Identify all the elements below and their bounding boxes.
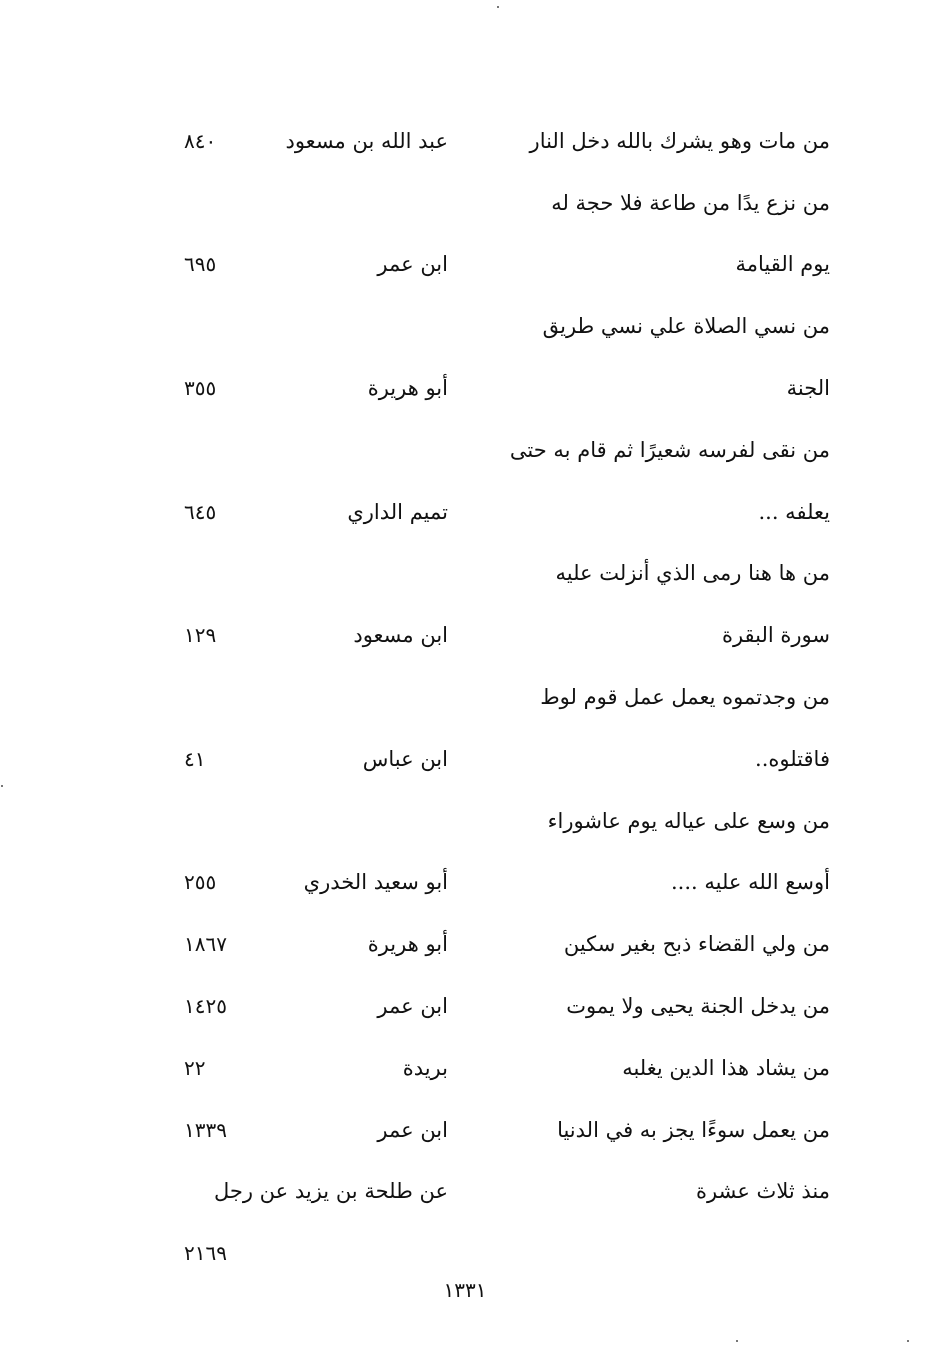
scan-speck	[1, 785, 3, 787]
index-row	[170, 172, 830, 234]
narrator: ابن مسعود	[353, 623, 448, 648]
hadith-text: من يدخل الجنة يحيى ولا يموت	[566, 994, 830, 1019]
hadith-number: ٢٥٥	[184, 870, 217, 895]
hadith-text: من نزع يدًا من طاعة فلا حجة له	[551, 190, 830, 215]
index-row	[170, 604, 830, 666]
hadith-text: منذ ثلاث عشرة	[696, 1179, 830, 1204]
hadith-index-table	[170, 110, 830, 1284]
index-row	[170, 481, 830, 543]
hadith-text: أوسع الله عليه ....	[671, 870, 830, 895]
index-row	[170, 110, 830, 172]
hadith-number: ٨٤٠	[184, 128, 217, 153]
hadith-text: من نسي الصلاة علي نسي طريق	[542, 314, 830, 339]
hadith-number: ٣٥٥	[184, 376, 217, 401]
index-row	[170, 1037, 830, 1099]
narrator: عبد الله بن مسعود	[285, 128, 448, 153]
index-row	[170, 975, 830, 1037]
index-row-continuation	[170, 1222, 830, 1284]
hadith-number: ١٤٢٥	[184, 994, 227, 1019]
hadith-text: الجنة	[786, 376, 830, 401]
index-row	[170, 852, 830, 914]
narrator: أبو هريرة	[367, 376, 448, 401]
page-number: ١٣٣١	[443, 1278, 487, 1302]
index-row-last	[170, 1161, 830, 1223]
hadith-text: من يشاد هذا الدين يغلبه	[622, 1055, 830, 1080]
scan-speck	[736, 1340, 738, 1342]
hadith-text: من مات وهو يشرك بالله دخل النار	[529, 128, 830, 153]
hadith-text: من يعمل سوءًا يجز به في الدنيا	[557, 1117, 830, 1142]
hadith-text: سورة البقرة	[721, 623, 830, 648]
index-row	[170, 295, 830, 357]
hadith-number: ٢١٦٩	[184, 1241, 227, 1266]
index-row	[170, 666, 830, 728]
hadith-number: ٦٤٥	[184, 499, 217, 524]
hadith-number: ٦٩٥	[184, 252, 217, 277]
index-row	[170, 790, 830, 852]
hadith-text: من ها هنا رمى الذي أنزلت عليه	[555, 561, 830, 586]
hadith-text: يعلفه ...	[758, 499, 830, 524]
scan-speck	[907, 1340, 909, 1342]
index-row	[170, 728, 830, 790]
hadith-text: من نقى لفرسه شعيرًا ثم قام به حتى	[509, 437, 830, 462]
index-row	[170, 1099, 830, 1161]
index-row	[170, 357, 830, 419]
hadith-number: ٢٢	[184, 1055, 206, 1080]
hadith-text: من وجدتموه يعمل عمل قوم لوط	[540, 685, 830, 710]
index-row	[170, 419, 830, 481]
hadith-number: ٤١	[184, 746, 206, 771]
index-row	[170, 913, 830, 975]
index-row	[170, 234, 830, 296]
narrator: ابن عمر	[377, 252, 448, 277]
hadith-text: فاقتلوه..	[755, 746, 830, 771]
hadith-text: من ولي القضاء ذبح بغير سكين	[563, 932, 830, 957]
hadith-number: ١٨٦٧	[184, 932, 227, 957]
hadith-number: ١٢٩	[184, 623, 217, 648]
narrator: أبو سعيد الخدري	[303, 870, 448, 895]
narrator: عن طلحة بن يزيد عن رجل	[213, 1179, 448, 1204]
narrator: ابن عمر	[377, 1117, 448, 1142]
hadith-text: يوم القيامة	[735, 252, 830, 277]
narrator: ابن عباس	[362, 746, 448, 771]
scan-speck	[497, 6, 499, 8]
narrator: أبو هريرة	[367, 932, 448, 957]
narrator: تميم الداري	[347, 499, 448, 524]
hadith-number: ١٣٣٩	[184, 1117, 227, 1142]
hadith-text: من وسع على عياله يوم عاشوراء	[547, 808, 830, 833]
narrator: ابن عمر	[377, 994, 448, 1019]
narrator: بريدة	[402, 1055, 448, 1080]
index-row	[170, 543, 830, 605]
